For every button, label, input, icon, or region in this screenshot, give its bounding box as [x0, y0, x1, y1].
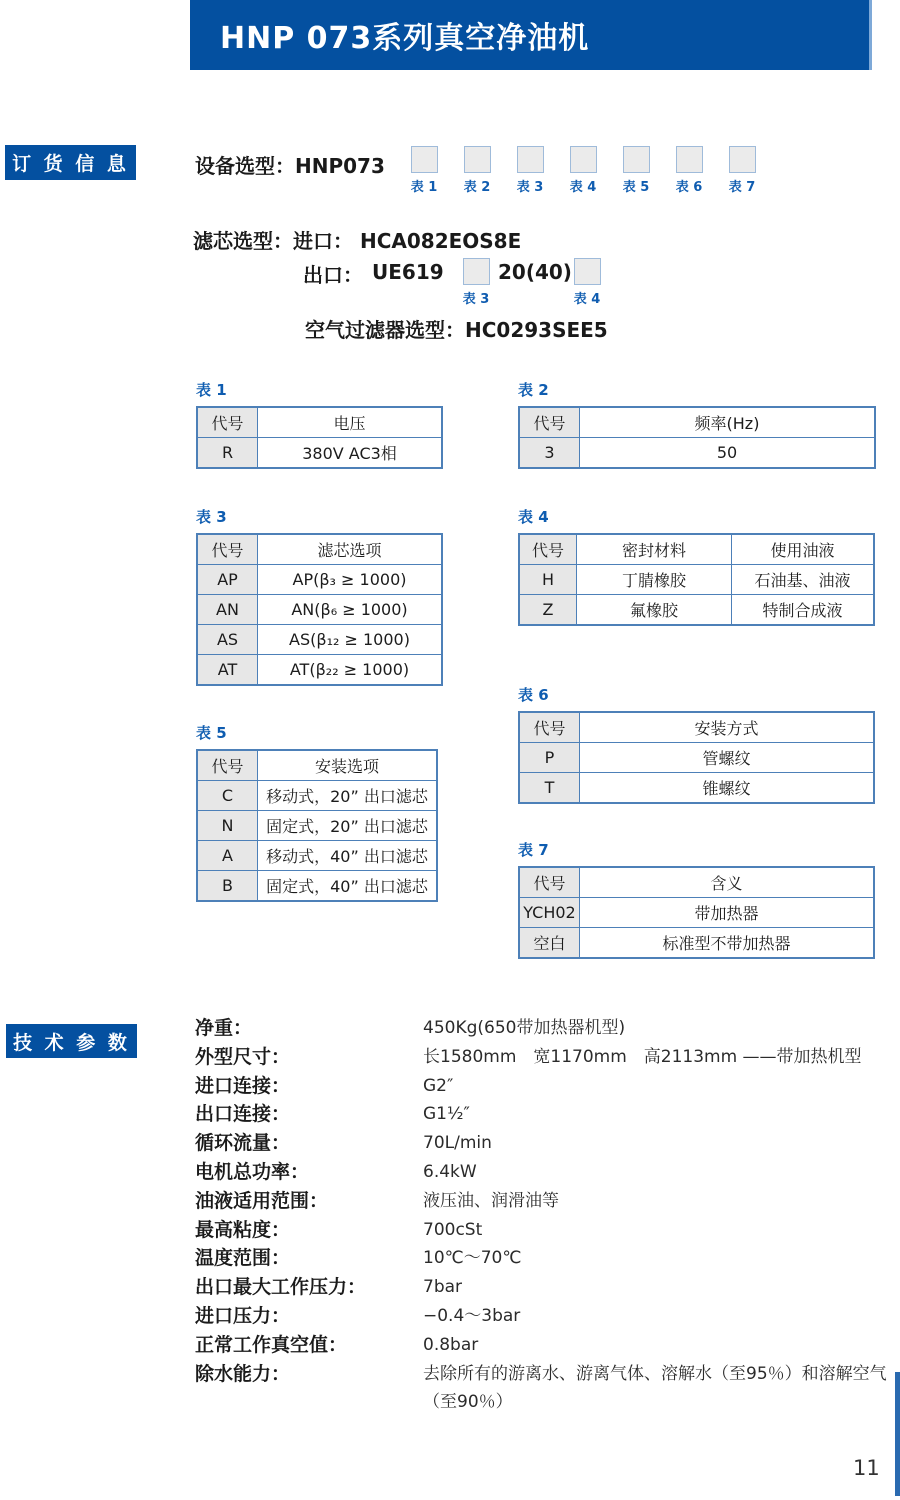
- table-cell: 移动式，20” 出口滤芯: [258, 781, 438, 811]
- spec-row: [195, 1302, 895, 1331]
- device-option-unit: [728, 146, 756, 195]
- table-cell: 丁腈橡胶: [577, 565, 732, 595]
- data-table: [518, 711, 875, 804]
- spec-value: 7bar: [423, 1277, 463, 1298]
- table-caption-4: 表 4: [518, 508, 549, 526]
- device-model-code: HNP073: [295, 154, 385, 178]
- table-cell: AS: [197, 625, 258, 655]
- spec-label: 除水能力：: [195, 1362, 291, 1385]
- table-box-6: [518, 684, 875, 804]
- table-caption-2: 表 2: [518, 381, 549, 399]
- option-checkbox-4[interactable]: [570, 146, 597, 173]
- spec-label: 电机总功率：: [195, 1160, 310, 1183]
- table-ref-label-2: 表 2: [463, 180, 491, 195]
- device-option-unit: [463, 146, 491, 195]
- spec-label: 外型尺寸：: [195, 1045, 291, 1068]
- table-cell: R: [197, 438, 258, 469]
- section-label-tech-params: 技 术 参 数: [6, 1024, 137, 1058]
- table-cell: 频率(Hz): [580, 407, 876, 438]
- spec-value: G2″: [423, 1075, 454, 1096]
- spec-row: [195, 1187, 895, 1216]
- table-cell: 带加热器: [580, 898, 875, 928]
- table-cell: 电压: [258, 407, 443, 438]
- air-filter-code: HC0293SEE5: [465, 318, 608, 342]
- section-label-ordering: 订 货 信 息: [5, 145, 136, 180]
- spec-label: 最高粘度：: [195, 1218, 291, 1241]
- table-cell: 固定式，20” 出口滤芯: [258, 811, 438, 841]
- table-cell: P: [519, 743, 580, 773]
- spec-row: [195, 1244, 895, 1273]
- spec-value: 10℃～70℃: [423, 1248, 522, 1269]
- spec-label: 净重：: [195, 1017, 253, 1039]
- table-box-7: [518, 839, 875, 959]
- outlet-option-checkbox-1[interactable]: [463, 258, 490, 285]
- table-4: [518, 533, 875, 626]
- table-3: [196, 533, 443, 686]
- table-caption-3: 表 3: [196, 508, 227, 526]
- table-cell: 代号: [519, 867, 580, 898]
- table-cell: 代号: [519, 534, 577, 565]
- outlet-option-unit: [462, 258, 490, 307]
- table-cell: 代号: [197, 534, 258, 565]
- data-table: [518, 406, 876, 469]
- spec-row: [195, 1129, 895, 1158]
- device-option-box-row: [410, 146, 756, 195]
- device-option-unit: [622, 146, 650, 195]
- spec-value: 450Kg(650带加热器机型): [423, 1018, 626, 1038]
- table-cell: 滤芯选项: [258, 534, 443, 565]
- spec-value: 去除所有的游离水、游离气体、溶解水（至95％）和溶解空气（至90％）: [423, 1363, 887, 1413]
- filter-inlet-label: 滤芯选型：进口：: [193, 229, 353, 253]
- table-box-4: [518, 506, 875, 626]
- table-ref-label-6: 表 6: [675, 180, 703, 195]
- spec-label: 温度范围：: [195, 1247, 291, 1270]
- table-cell: 50: [580, 438, 876, 469]
- spec-value: 6.4kW: [423, 1161, 477, 1182]
- outlet-option-checkbox-2[interactable]: [574, 258, 601, 285]
- spec-label: 出口最大工作压力：: [195, 1276, 367, 1299]
- device-option-unit: [410, 146, 438, 195]
- table-box-2: [518, 379, 876, 469]
- table-cell: A: [197, 841, 258, 871]
- table-cell: 移动式，40” 出口滤芯: [258, 841, 438, 871]
- table-cell: YCH02: [519, 898, 580, 928]
- filter-inlet-line: [193, 225, 521, 254]
- outlet-size-text: 20(40): [498, 260, 572, 284]
- table-cell: 安装方式: [580, 712, 875, 743]
- table-cell: 代号: [197, 407, 258, 438]
- table-cell: 标准型不带加热器: [580, 928, 875, 959]
- option-checkbox-1[interactable]: [411, 146, 438, 173]
- spec-value: 70L/min: [423, 1133, 492, 1154]
- spec-label: 出口连接：: [195, 1103, 291, 1126]
- table-cell: 氟橡胶: [577, 595, 732, 626]
- data-table: [518, 866, 875, 959]
- spec-row: [195, 1273, 895, 1302]
- table-box-5: [196, 722, 438, 902]
- table-cell: 石油基、油液: [732, 565, 875, 595]
- table-caption-7: 表 7: [518, 841, 549, 859]
- table-cell: 管螺纹: [580, 743, 875, 773]
- spec-label: 进口压力：: [195, 1304, 291, 1327]
- table-cell: AP(β₃ ≥ 1000): [258, 565, 443, 595]
- table-caption-6: 表 6: [518, 686, 549, 704]
- table-cell: 380V AC3相: [258, 438, 443, 469]
- spec-row: [195, 1072, 895, 1101]
- page-header: [190, 0, 872, 70]
- table-cell: AN: [197, 595, 258, 625]
- table-cell: 含义: [580, 867, 875, 898]
- data-table: [196, 533, 443, 686]
- spec-value: −0.4～3bar: [423, 1305, 521, 1326]
- data-table: [196, 749, 438, 902]
- table-1: [196, 406, 443, 469]
- spec-row: [195, 1158, 895, 1187]
- table-cell: B: [197, 871, 258, 902]
- filter-outlet-code: UE619: [372, 260, 444, 284]
- option-checkbox-5[interactable]: [623, 146, 650, 173]
- table-cell: 安装选项: [258, 750, 438, 781]
- filter-inlet-code: HCA082EOS8E: [359, 229, 522, 253]
- option-checkbox-3[interactable]: [517, 146, 544, 173]
- table-cell: T: [519, 773, 580, 804]
- data-table: [518, 533, 875, 626]
- data-table: [196, 406, 443, 469]
- spec-row: [195, 1043, 895, 1072]
- spec-list: [195, 1014, 895, 1417]
- table-caption-5: 表 5: [196, 724, 227, 742]
- spec-label: 油液适用范围：: [195, 1189, 329, 1212]
- device-option-unit: [675, 146, 703, 195]
- table-6: [518, 711, 875, 804]
- table-5: [196, 749, 438, 902]
- option-checkbox-2[interactable]: [464, 146, 491, 173]
- page-title: HNP 073系列真空净油机: [220, 21, 590, 56]
- table-caption-1: 表 1: [196, 381, 227, 399]
- device-option-unit: [569, 146, 597, 195]
- device-selection-label: 设备选型：: [195, 154, 295, 178]
- table-cell: 密封材料: [577, 534, 732, 565]
- spec-row: [195, 1360, 895, 1418]
- table-cell: 代号: [197, 750, 258, 781]
- filter-outlet-label: 出口：: [303, 263, 363, 287]
- spec-label: 正常工作真空值：: [195, 1333, 348, 1356]
- table-box-3: [196, 506, 443, 686]
- table-cell: 3: [519, 438, 580, 469]
- table-cell: AS(β₁₂ ≥ 1000): [258, 625, 443, 655]
- table-cell: C: [197, 781, 258, 811]
- spec-label: 进口连接：: [195, 1074, 291, 1097]
- table-cell: 代号: [519, 712, 580, 743]
- table-cell: H: [519, 565, 577, 595]
- spec-value: 0.8bar: [423, 1334, 479, 1355]
- table-ref-label-4: 表 4: [569, 180, 597, 195]
- spec-value: 液压油、润滑油等: [423, 1190, 559, 1211]
- outlet-option-unit: [573, 258, 601, 307]
- table-cell: AN(β₆ ≥ 1000): [258, 595, 443, 625]
- table-cell: AP: [197, 565, 258, 595]
- table-7: [518, 866, 875, 959]
- outlet-table-ref-label-1: 表 3: [462, 292, 490, 307]
- spec-row: [195, 1331, 895, 1360]
- table-cell: 固定式，40” 出口滤芯: [258, 871, 438, 902]
- device-option-unit: [516, 146, 544, 195]
- spec-value: 长1580mm 宽1170mm 高2113mm ——带加热机型: [423, 1046, 862, 1067]
- table-cell: 空白: [519, 928, 580, 959]
- option-checkbox-7[interactable]: [729, 146, 756, 173]
- table-cell: 特制合成液: [732, 595, 875, 626]
- table-2: [518, 406, 876, 469]
- option-checkbox-6[interactable]: [676, 146, 703, 173]
- table-ref-label-1: 表 1: [410, 180, 438, 195]
- device-selection-line: [195, 150, 385, 179]
- table-cell: Z: [519, 595, 577, 626]
- table-cell: 锥螺纹: [580, 773, 875, 804]
- air-filter-line: [305, 314, 608, 343]
- page-edge-bar: [895, 1372, 900, 1496]
- spec-row: [195, 1100, 895, 1129]
- table-cell: 代号: [519, 407, 580, 438]
- spec-label: 循环流量：: [195, 1132, 291, 1155]
- outlet-table-ref-label-2: 表 4: [573, 292, 601, 307]
- spec-value: G1½″: [423, 1104, 470, 1125]
- spec-row: [195, 1014, 895, 1043]
- air-filter-label: 空气过滤器选型：: [305, 318, 465, 342]
- table-cell: 使用油液: [732, 534, 875, 565]
- table-cell: AT: [197, 655, 258, 686]
- table-box-1: [196, 379, 443, 469]
- table-ref-label-5: 表 5: [622, 180, 650, 195]
- table-cell: N: [197, 811, 258, 841]
- table-ref-label-3: 表 3: [516, 180, 544, 195]
- spec-row: [195, 1216, 895, 1245]
- table-cell: AT(β₂₂ ≥ 1000): [258, 655, 443, 686]
- spec-value: 700cSt: [423, 1219, 483, 1240]
- page-number: 11: [853, 1456, 880, 1480]
- table-ref-label-7: 表 7: [728, 180, 756, 195]
